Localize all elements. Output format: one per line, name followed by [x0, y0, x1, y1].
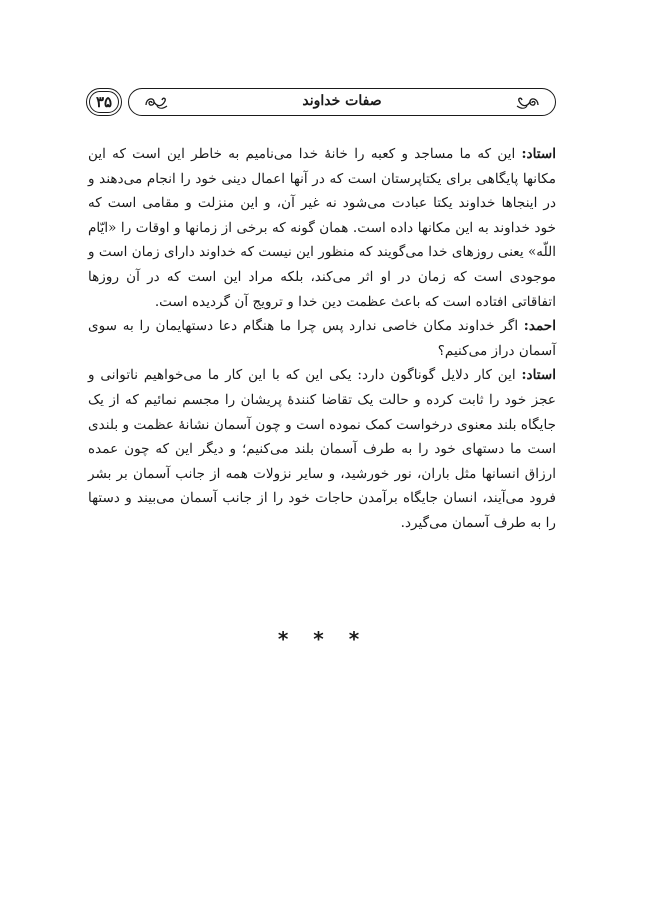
- floral-ornament-icon: [515, 93, 541, 111]
- dialogue-body: [88, 142, 556, 536]
- paragraph-text: اگر خداوند مکان خاصی ندارد پس چرا ما هنگام دعا دستهایمان را به سوی آسمان دراز می‌کنیم؟: [88, 318, 556, 359]
- section-separator: * * *: [277, 627, 369, 651]
- speaker-label: احمد:: [523, 318, 556, 335]
- paragraph: [88, 142, 556, 314]
- speaker-label: استاد:: [521, 367, 556, 384]
- running-title: صفات خداوند: [302, 93, 382, 109]
- page-number: [86, 88, 122, 116]
- paragraph: [88, 363, 556, 535]
- running-header: [128, 88, 556, 116]
- paragraph-text: این کار دلایل گوناگون دارد: یکی این که با این کار ما می‌خواهیم ناتوانی و عجز خود را ثابت کرده و حالت یک تقاضا کنندۀ پریشان را مجسم نمائیم که از یک جایگاه بلند معنوی درخواست کمک نموده است و چون آسمان نشانۀ عظمت و بلندی است ما دستهای خود را به طرف آسمان بلند می‌کنیم؛ و دیگر این که چون عمده ارزاق انسانها مثل باران، نور خورشید، و سایر نزولات همه از جانب آسمان بر بشر فرود می‌آیند، انسان جایگاه برآمدن حاجات خود را از جانب آسمان می‌بیند و دستها را به طرف آسمان می‌گیرد.: [88, 367, 556, 531]
- paragraph: [88, 314, 556, 363]
- paragraph-text: این که ما مساجد و کعبه را خانۀ خدا می‌نامیم به خاطر این است که این مکانها پایگاهی برای یکتاپرستان است که در آنها اعمال دینی خود را انجام می‌دهند و در اینجاها خداوند یکتا عبادت می‌شود نه غیر آن، و این منزلت و مقامی است که خود خداوند به این مکانها داده است. همان گونه که برخی از زمانها و اوقات را «ایّام اللّه» یعنی روزهای خدا می‌گویند که منظور این نیست که خداوند دارای زمان است و موجودی است که زمان در او اثر می‌کند، بلکه مراد این است که در آن روزها اتفاقاتی افتاده است که باعث عظمت دین خدا و ترویج آن گردیده است.: [88, 146, 556, 310]
- speaker-label: استاد:: [521, 146, 557, 162]
- page-number-text: ۳۵: [95, 93, 113, 111]
